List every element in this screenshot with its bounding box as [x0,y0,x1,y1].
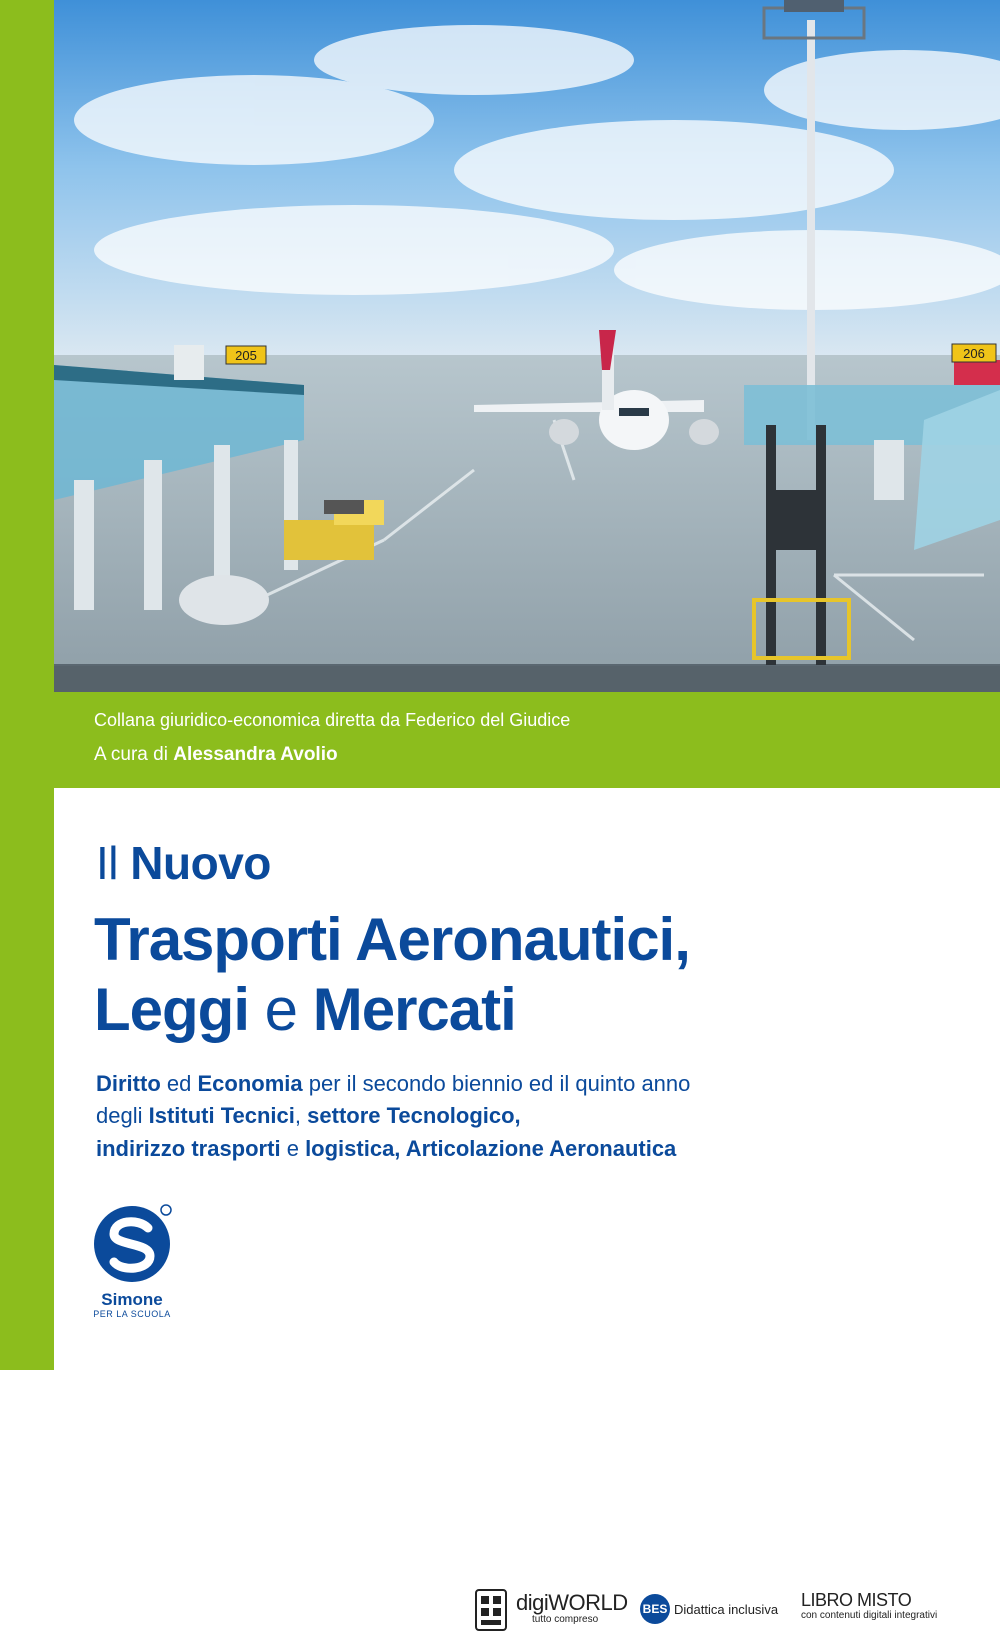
subtitle-line-1 [96,1073,690,1095]
title-il: Il [96,837,118,889]
cover-photo-airport [54,0,1000,692]
title-line-3 [94,976,516,1043]
sub-degli: degli [96,1103,143,1128]
sub-e: e [286,1136,299,1161]
title-nuovo: Nuovo [130,837,271,889]
series-band [54,692,1000,788]
author-line [94,744,338,766]
svg-text:206: 206 [963,346,985,361]
publisher-sub: PER LA SCUOLA [93,1309,171,1319]
title-area [54,788,1000,1625]
bes-icon: BES [640,1594,670,1624]
sub-logistica: logistica, Articolazione Aeronautica [305,1136,677,1161]
fence [54,666,1000,692]
title-mercati: Mercati [312,976,516,1043]
sub-comma: , [294,1103,302,1128]
title-leggi: Leggi [94,976,249,1043]
title-line-1 [96,836,271,890]
sub-ed: ed [166,1071,192,1096]
svg-text:205: 205 [235,348,257,363]
digiworld-book-icon [474,1588,510,1634]
simone-logo-icon [92,1198,172,1290]
sub-rest-1: per il secondo biennio ed il quinto anno [308,1071,691,1096]
gate-sign-left [226,346,266,364]
bes-label: Didattica inclusiva [674,1602,779,1617]
airport-illustration [54,0,1000,692]
author-name: Alessandra Avolio [173,744,338,765]
publisher-logo [92,1198,182,1328]
digiworld-sub: tutto compreso [532,1614,599,1625]
title-line-2 [94,906,690,973]
publisher-name: Simone [101,1290,163,1309]
author-prefix: A cura di [94,744,168,765]
series-text: Collana giuridico-economica diretta da Federico del Giudice [94,710,571,730]
left-green-band [0,0,54,1370]
digiworld-label: digiWORLD [516,1590,628,1615]
sub-economia: Economia [197,1071,303,1096]
libro-misto-label: LIBRO MISTO [801,1590,912,1610]
subtitle-line-3 [96,1138,676,1160]
title-trasporti: Trasporti Aeronautici, [94,906,690,973]
sub-settore: settore Tecnologico, [307,1103,521,1128]
sub-istituti: Istituti Tecnici [148,1103,295,1128]
title-e: e [264,976,298,1043]
gate-sign-right [952,344,996,362]
subtitle-line-2 [96,1105,521,1127]
sub-indirizzo: indirizzo trasporti [96,1136,281,1161]
sub-diritto: Diritto [96,1071,161,1096]
libro-misto-sub: con contenuti digitali integrativi [801,1610,938,1621]
